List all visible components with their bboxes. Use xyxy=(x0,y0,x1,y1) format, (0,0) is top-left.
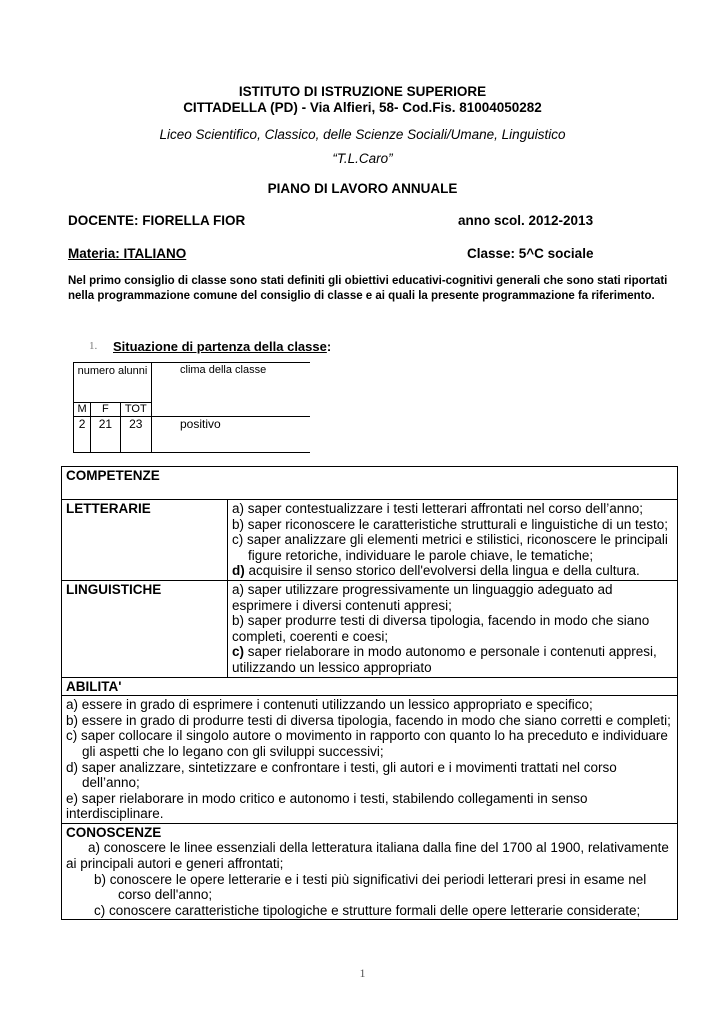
class-situation-table xyxy=(73,362,310,453)
f-value: 21 xyxy=(91,417,120,453)
institute-name: ISTITUTO DI ISTRUZIONE SUPERIORE xyxy=(238,84,487,99)
tot-value: 23 xyxy=(120,417,151,453)
school-types: Liceo Scientifico, Classico, delle Scienze Sociali/Umane, Linguistico xyxy=(159,127,566,142)
school-name: “T.L.Caro” xyxy=(332,151,393,166)
docente: DOCENTE: FIORELLA FIOR xyxy=(68,213,246,228)
f-header: F xyxy=(91,403,120,417)
list-item: a) essere in grado di esprimere i contenuti utilizzando un lessico appropriato e specifico; xyxy=(66,697,593,713)
clima-header: clima della classe xyxy=(152,363,311,417)
conoscenze-header: CONOSCENZE xyxy=(66,824,162,840)
list-item: a) saper utilizzare progressivamente un linguaggio adeguato ad esprimere i diversi contenuti appresi; xyxy=(232,581,613,613)
letterarie-list xyxy=(228,500,678,581)
document-title: PIANO DI LAVORO ANNUALE xyxy=(267,181,458,196)
page-number: 1 xyxy=(359,966,366,980)
linguistiche-list xyxy=(228,580,678,677)
list-item: c) saper analizzare gli elementi metrici e stilistici, riconoscere le principali figure retoriche, individuare le parole chiave, le tematiche; xyxy=(232,532,668,563)
school-year: anno scol. 2012-2013 xyxy=(458,213,594,228)
list-item: d) saper analizzare, sintetizzare e confrontare i testi, gli autori e i movimenti trattati nel corso dell’anno; xyxy=(66,759,617,791)
abilita-header: ABILITA' xyxy=(62,677,678,696)
clima-value: positivo xyxy=(152,417,311,453)
list-item: a) saper contestualizzare i testi letterari affrontati nel corso dell’anno; xyxy=(232,501,643,516)
intro-paragraph: Nel primo consiglio di classe sono stati definiti gli obiettivi educativi-cognitivi generali che sono stati riportati nella programmazione comune del consiglio di classe e ai quali la presente programmazione fa riferimento. xyxy=(68,275,668,302)
list-item: c) conoscere caratteristiche tipologiche e strutture formali delle opere letterarie considerate; xyxy=(94,902,641,918)
list-item: c) saper rielaborare in modo autonomo e personale i contenuti appresi, utilizzando un lessico appropriato xyxy=(232,644,657,675)
section-title-colon: : xyxy=(326,339,332,354)
institute-address: CITTADELLA (PD) - Via Alfieri, 58- Cod.Fis. 81004050282 xyxy=(183,100,542,115)
numero-alunni-header: numero alunni xyxy=(74,363,152,403)
m-header: M xyxy=(74,403,91,417)
list-item: b) conoscere le opere letterarie e i testi più significativi dei periodi letterari presi in esame nel corso dell'anno; xyxy=(94,871,647,903)
m-value: 2 xyxy=(74,417,91,453)
list-item: d) acquisire il senso storico dell'evolversi della lingua e della cultura. xyxy=(232,563,640,579)
list-item: b) saper produrre testi di diversa tipologia, facendo in modo che siano completi, coerenti e coesi; xyxy=(232,613,650,644)
tot-header: TOT xyxy=(120,403,151,417)
class-name: Classe: 5^C sociale xyxy=(467,246,594,261)
list-item: b) essere in grado di produrre testi di diversa tipologia, facendo in modo che siano corretti e completi; xyxy=(66,712,671,728)
section-title-text: Situazione di partenza della classe xyxy=(113,339,327,354)
list-item: e) saper rielaborare in modo critico e autonomo i testi, stabilendo collegamenti in senso interdisciplinare. xyxy=(66,790,588,822)
competence-table xyxy=(61,466,678,920)
conoscenze-cell xyxy=(62,823,678,920)
list-item: c) saper collocare il singolo autore o movimento in rapporto con quanto lo ha preceduto e individuare gli aspetti che lo legano con gli sviluppi successivi; xyxy=(66,728,668,759)
competenze-header: COMPETENZE xyxy=(62,467,678,500)
list-item: a) conoscere le linee essenziali della letteratura italiana dalla fine del 1700 al 1900, relativamente ai principali autori e generi affrontati; xyxy=(66,840,669,872)
abilita-list xyxy=(62,696,678,824)
linguistiche-label: LINGUISTICHE xyxy=(62,580,228,677)
section-number: 1. xyxy=(89,340,98,352)
section-title xyxy=(113,339,331,354)
list-item: b) saper riconoscere le caratteristiche strutturali e linguistiche di un testo; xyxy=(232,516,668,532)
subject: Materia: ITALIANO xyxy=(68,246,187,261)
letterarie-label: LETTERARIE xyxy=(62,500,228,581)
